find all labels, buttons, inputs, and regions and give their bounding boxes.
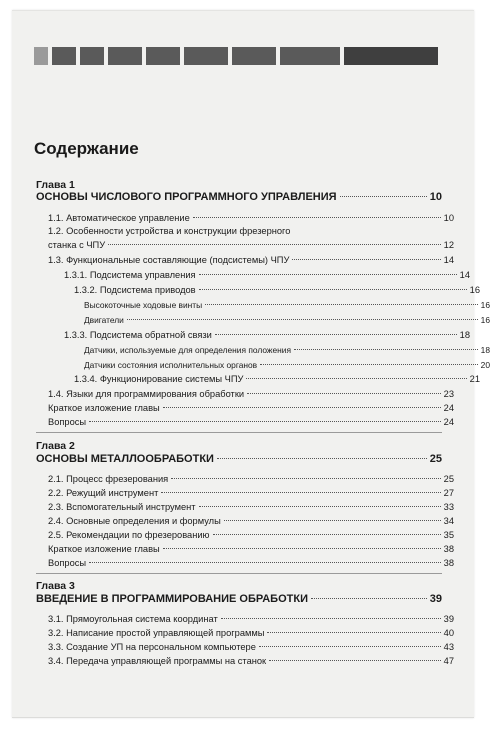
page-number: 14 (443, 255, 454, 265)
dot-leader (221, 618, 441, 619)
toc-entry-text: Датчики, используемые для определения положения (84, 345, 291, 355)
toc-entry (36, 402, 454, 414)
toc-entry-text: 1.3.1. Подсистема управления (64, 270, 196, 280)
dot-leader (269, 660, 441, 661)
toc-entry (36, 314, 490, 326)
page-number: 38 (443, 558, 454, 568)
dot-leader (311, 598, 427, 599)
dot-leader (247, 393, 441, 394)
page-number: 43 (443, 642, 454, 652)
dot-leader (89, 421, 441, 422)
section-divider (36, 432, 442, 433)
dot-leader (224, 520, 441, 521)
toc-entry-text: Высокоточные ходовые винты (84, 300, 203, 310)
page-number: 21 (469, 374, 480, 384)
page-number: 33 (443, 502, 454, 512)
toc-entry-text: 1.3. Функциональные составляющие (подсистемы) ЧПУ (48, 255, 290, 265)
page-number: 34 (443, 516, 454, 526)
toc-entry-text: Вопросы (48, 417, 87, 427)
header-bar-segment (108, 47, 142, 65)
page-number: 47 (443, 656, 454, 666)
page-number: 39 (443, 614, 454, 624)
book-page (12, 10, 490, 718)
page-number: 40 (443, 628, 454, 638)
page-number: 16 (480, 315, 490, 325)
page-number: 18 (480, 345, 490, 355)
header-bar-segment (146, 47, 180, 65)
toc-entry-text: 2.5. Рекомендации по фрезерованию (48, 530, 210, 540)
dot-leader (292, 259, 440, 260)
chapter-title: ОСНОВЫ МЕТАЛЛООБРАБОТКИ (36, 453, 214, 465)
dot-leader (215, 334, 457, 335)
toc-entry-text: 3.4. Передача управляющей программы на станок (48, 656, 267, 666)
dot-leader (246, 378, 466, 379)
header-bar-segment (80, 47, 104, 65)
toc-entry (36, 254, 454, 266)
chapter-title: ВВЕДЕНИЕ В ПРОГРАММИРОВАНИЕ ОБРАБОТКИ (36, 593, 308, 605)
header-bar-segment (280, 47, 340, 65)
page-number: 10 (443, 213, 454, 223)
dot-leader (199, 289, 467, 290)
header-bar-segment (52, 47, 76, 65)
toc-entry (36, 284, 480, 296)
toc-entry (36, 299, 490, 311)
page-number: 12 (443, 240, 454, 250)
toc-entry (36, 388, 454, 400)
dot-leader (163, 548, 441, 549)
dot-leader (127, 319, 478, 320)
toc-entry-text: 1.3.4. Функционирование системы ЧПУ (74, 374, 244, 384)
header-bar-segment (344, 47, 438, 65)
page-number: 39 (429, 593, 442, 605)
toc-entry (36, 416, 454, 428)
dot-leader (205, 304, 478, 305)
page-number: 24 (443, 403, 454, 413)
dot-leader (260, 364, 478, 365)
toc-entry-text: 2.3. Вспомогательный инструмент (48, 502, 196, 512)
toc-entry-text: станка с ЧПУ (48, 240, 106, 250)
dot-leader (213, 534, 441, 535)
section-divider (36, 573, 442, 574)
page-number: 35 (443, 530, 454, 540)
toc-entry-text: 1.2. Особенности устройства и конструкции фрезерного (48, 226, 291, 236)
toc-entry (36, 655, 454, 667)
page-title: Содержание (34, 139, 139, 158)
toc-entry (36, 487, 454, 499)
page-number: 18 (459, 330, 470, 340)
toc-entry (36, 529, 454, 541)
page-number: 38 (443, 544, 454, 554)
dot-leader (193, 217, 441, 218)
chapter-label: Глава 2 (36, 440, 75, 452)
toc-entry (36, 515, 454, 527)
page-number: 16 (480, 300, 490, 310)
toc-entry (36, 269, 470, 281)
header-bar-segment (184, 47, 228, 65)
toc-entry-text: 3.2. Написание простой управляющей программы (48, 628, 265, 638)
dot-leader (89, 562, 441, 563)
chapter-title-row (36, 593, 442, 605)
dot-leader (108, 244, 441, 245)
toc-entry-text: 2.1. Процесс фрезерования (48, 474, 169, 484)
toc-entry (36, 557, 454, 569)
dot-leader (199, 506, 441, 507)
chapter-title: ОСНОВЫ ЧИСЛОВОГО ПРОГРАММНОГО УПРАВЛЕНИЯ (36, 191, 337, 203)
toc-entry (36, 501, 454, 513)
page-number: 10 (429, 191, 442, 203)
toc-entry-text: Краткое изложение главы (48, 544, 160, 554)
page-number: 25 (429, 453, 442, 465)
toc-entry (36, 373, 480, 385)
toc-entry (36, 543, 454, 555)
toc-entry-text: 1.1. Автоматическое управление (48, 213, 190, 223)
toc-entry-text: Краткое изложение главы (48, 403, 160, 413)
page-number: 23 (443, 389, 454, 399)
toc-entry-text: 1.4. Языки для программирования обработки (48, 389, 245, 399)
toc-entry-text: 1.3.3. Подсистема обратной связи (64, 330, 212, 340)
dot-leader (199, 274, 457, 275)
header-bar-segment (232, 47, 276, 65)
toc-entry (36, 239, 454, 251)
dot-leader (340, 196, 427, 197)
toc-entry (36, 641, 454, 653)
page-number: 25 (443, 474, 454, 484)
toc-entry (36, 329, 470, 341)
toc-entry (36, 344, 490, 356)
chapter-label: Глава 1 (36, 179, 75, 191)
dot-leader (259, 646, 441, 647)
toc-entry-text: Датчики состояния исполнительных органов (84, 360, 258, 370)
chapter-title-row (36, 191, 442, 203)
header-bar-strip (34, 47, 438, 65)
toc-entry (36, 212, 454, 224)
dot-leader (163, 407, 441, 408)
dot-leader (267, 632, 440, 633)
toc-entry-text: 2.4. Основные определения и формулы (48, 516, 221, 526)
toc-entry (36, 613, 454, 625)
page-number: 27 (443, 488, 454, 498)
dot-leader (171, 478, 440, 479)
page-number: 24 (443, 417, 454, 427)
toc-entry-text: 3.3. Создание УП на персональном компьютере (48, 642, 256, 652)
page-number: 20 (480, 360, 490, 370)
toc-entry (36, 627, 454, 639)
toc-entry-text: Вопросы (48, 558, 87, 568)
toc-entry-text: 2.2. Режущий инструмент (48, 488, 159, 498)
header-bar-segment (34, 47, 48, 65)
page-number: 14 (459, 270, 470, 280)
toc-entry (36, 473, 454, 485)
toc-entry-text: 3.1. Прямоугольная система координат (48, 614, 218, 624)
dot-leader (161, 492, 440, 493)
dot-leader (294, 349, 478, 350)
toc-entry-text: 1.3.2. Подсистема приводов (74, 285, 196, 295)
chapter-title-row (36, 453, 442, 465)
toc-entry (36, 225, 290, 237)
chapter-label: Глава 3 (36, 580, 75, 592)
dot-leader (217, 458, 427, 459)
toc-entry-text: Двигатели (84, 315, 124, 325)
toc-entry (36, 359, 490, 371)
page-number: 16 (469, 285, 480, 295)
